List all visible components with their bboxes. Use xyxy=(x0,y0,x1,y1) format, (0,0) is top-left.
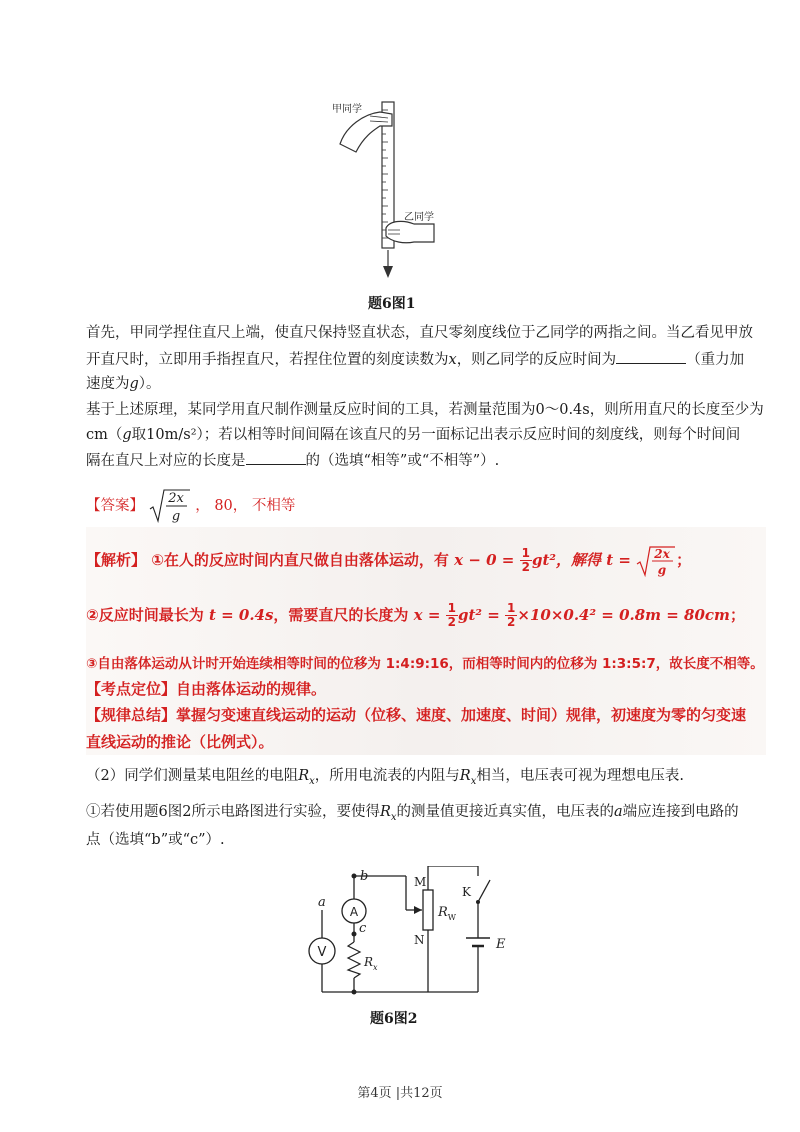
figure-2-caption: 题6图2 xyxy=(370,1011,418,1027)
svg-text:2x: 2x xyxy=(654,546,670,561)
answer-blank-2 xyxy=(246,450,306,465)
svg-text:V: V xyxy=(317,945,327,960)
half-fraction-1: $\frac{1}{2}$ xyxy=(521,546,530,574)
answer-sqrt-den: g xyxy=(171,509,180,524)
label-K: K xyxy=(462,885,471,899)
part2-line-1: （2）同学们测量某电阻丝的电阻$R_x$，所用电流表的内阻与$R_x$相当，电压表可视为理想电压表. xyxy=(86,768,684,787)
half-fraction-2: $\frac{1}{2}$ xyxy=(447,601,456,629)
answer-blank-1 xyxy=(616,349,686,364)
question-line-5: cm（g取10m/s²）；若以相等时间间隔在该直尺的另一面标记出表示反应时间的刻度线，则每个时间间 xyxy=(86,427,741,443)
label-Rx: $R_x$ xyxy=(364,955,378,972)
analysis-line-6: 直线运动的推论（比例式）。 xyxy=(86,733,274,751)
label-a: a xyxy=(318,895,326,910)
label-b: b xyxy=(360,869,369,884)
label-E: E xyxy=(496,937,506,952)
analysis-line-1: 【解析】 ①在人的反应时间内直尺做自由落体运动，有 x − 0 = $\frac{1}{2}$ gt²，解得 t = 2x g ； xyxy=(86,542,691,578)
label-yi: 乙同学 xyxy=(404,212,434,223)
part2-line-2: ①若使用题6图2所示电路图进行实验，要使得$R_x$的测量值更接近真实值，电压表的a端应连接到电路的 xyxy=(86,804,739,823)
page-footer: 第4页 |共12页 xyxy=(357,1086,443,1101)
node-bottom-dot xyxy=(352,990,357,995)
half-fraction-3: $\frac{1}{2}$ xyxy=(507,601,516,629)
analysis-line-4: 【考点定位】自由落体运动的规律。 xyxy=(86,680,327,698)
rheostat-rw xyxy=(423,890,433,930)
figure-2-circuit-diagram xyxy=(300,866,530,1001)
label-Rw: $R_W$ xyxy=(438,905,457,922)
node-c-dot xyxy=(352,932,357,937)
question-line-6: 隔在直尺上对应的长度是 的（选填“相等”或“不相等”）. xyxy=(86,450,499,471)
part2-line-3: 点（选填“b”或“c”）. xyxy=(86,832,225,848)
label-jia: 甲同学 xyxy=(332,104,362,115)
analysis-line-5: 【规律总结】掌握匀变速直线运动的运动（位移、速度、加速度、时间）规律，初速度为零的匀变速 xyxy=(86,706,747,724)
question-line-2: 开直尺时，立即用手指捏直尺，若捏住位置的刻度读数为x，则乙同学的反应时间为 （重力加 xyxy=(86,349,744,370)
question-line-1: 首先，甲同学捏住直尺上端，使直尺保持竖直状态，直尺零刻度线位于乙同学的两指之间。当乙看见甲放 xyxy=(86,325,753,341)
label-N: N xyxy=(414,933,425,947)
answer-sqrt-num: 2x xyxy=(167,491,184,506)
figure-1-caption: 题6图1 xyxy=(368,296,416,312)
node-b-dot xyxy=(352,874,357,879)
svg-text:A: A xyxy=(349,905,359,919)
analysis-line-3: ③自由落体运动从计时开始连续相等时间的位移为 1:4:9:16，而相等时间内的位移为 1:3:5:7，故长度不相等。 xyxy=(86,656,764,672)
question-line-3: 速度为g）。 xyxy=(86,376,161,392)
label-c: c xyxy=(359,921,367,936)
answer-sqrt xyxy=(149,486,191,526)
analysis-sqrt xyxy=(636,544,676,578)
answer-line: 【答案】 2x g ， 80， 不相等 xyxy=(86,486,295,526)
resistor-rx xyxy=(348,942,360,978)
switch-pivot-dot xyxy=(476,900,480,904)
question-line-4: 基于上述原理，某同学用直尺制作测量反应时间的工具，若测量范围为0～0.4s，则所用直尺的长度至少为 xyxy=(86,402,764,418)
lower-hand-icon xyxy=(386,221,434,242)
label-M: M xyxy=(414,875,427,889)
svg-text:g: g xyxy=(657,562,667,577)
analysis-line-2: ②反应时间最长为 t = 0.4s，需要直尺的长度为 x = $\frac{1}{2}$ gt² = $\frac{1}{2}$ ×10×0.4² = 0.8m = 80cm； xyxy=(86,601,745,629)
figure-1-ruler-diagram xyxy=(330,96,440,286)
